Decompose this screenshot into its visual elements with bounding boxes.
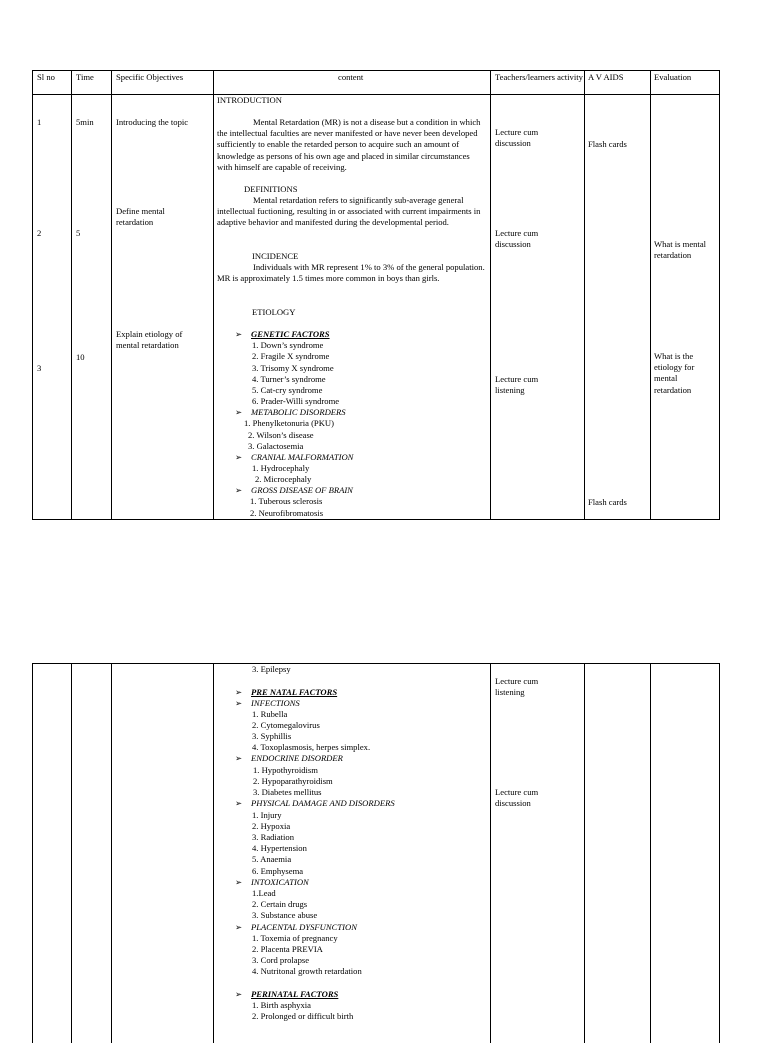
intoxication-item: 3. Substance abuse: [252, 910, 318, 920]
gross-item: 1. Tuberous sclerosis: [250, 496, 323, 506]
arrow-bullet-icon: ➢: [235, 698, 243, 708]
intoxication-item: 1.Lead: [252, 888, 276, 898]
activity-prenatal: Lecture cum listening: [495, 676, 539, 698]
infections-label: INFECTIONS: [251, 698, 300, 708]
intoxication-heading: [235, 877, 309, 888]
genetic-item: 1. Down’s syndrome: [252, 340, 324, 350]
activity-row-1: Lecture cum discussion: [495, 127, 539, 149]
definitions-text: Mental retardation refers to significantly sub-average general intellectual fuctioning, resulting in or associated with current impairments in adaptive behavior and manifested during the developmental period.: [217, 195, 481, 228]
metabolic-disorders-heading: [235, 407, 346, 418]
physical-damage-label: PHYSICAL DAMAGE AND DISORDERS: [251, 798, 395, 808]
endocrine-heading: [235, 753, 343, 764]
arrow-bullet-icon: ➢: [235, 329, 243, 339]
gross-disease-heading: [235, 485, 353, 496]
header-objectives: Specific Objectives: [116, 72, 184, 82]
endocrine-item: 3. Diabetes mellitus: [253, 787, 322, 797]
genetic-item: 3. Trisomy X syndrome: [252, 363, 334, 373]
row-2-objective: Define mental retardation: [116, 206, 165, 228]
infection-item: 1. Rubella: [252, 709, 288, 719]
placental-item: 2. Placenta PREVIA: [252, 944, 323, 954]
infection-item: 4. Toxoplasmosis, herpes simplex.: [252, 742, 371, 752]
arrow-bullet-icon: ➢: [235, 989, 243, 999]
endocrine-item: 2. Hypoparathyroidism: [253, 776, 333, 786]
genetic-factors-heading: [235, 329, 330, 340]
metabolic-item: 1. Phenylketonuria (PKU): [244, 418, 334, 428]
endocrine-item: 1. Hypothyroidism: [253, 765, 318, 775]
prenatal-factors-label: PRE NATAL FACTORS: [251, 687, 338, 697]
cranial-item: 2. Microcephaly: [255, 474, 312, 484]
perinatal-factors-heading: [235, 989, 338, 1000]
activity-row-3: Lecture cum listening: [495, 374, 539, 396]
infection-item: 3. Syphillis: [252, 731, 292, 741]
perinatal-item: 1. Birth asphyxia: [252, 1000, 311, 1010]
gross-item: 2. Neurofibromatosis: [250, 508, 324, 518]
physical-item: 3. Radiation: [252, 832, 295, 842]
row-3-objective: Explain etiology of mental retardation: [116, 329, 183, 351]
metabolic-disorders-label: METABOLIC DISORDERS: [251, 407, 346, 417]
header-time: Time: [76, 72, 94, 82]
arrow-bullet-icon: ➢: [235, 753, 243, 763]
incidence-heading: INCIDENCE: [252, 251, 299, 261]
definitions-heading: DEFINITIONS: [244, 184, 298, 194]
placental-item: 1. Toxemia of pregnancy: [252, 933, 338, 943]
evaluation-row-3: What is the etiology for mental retardation: [654, 351, 695, 395]
row-3-time: 10: [76, 352, 85, 362]
infections-heading: [235, 698, 300, 709]
lesson-plan-table-page-1: [32, 70, 720, 520]
placental-dysfunction-label: PLACENTAL DYSFUNCTION: [251, 922, 357, 932]
arrow-bullet-icon: ➢: [235, 922, 243, 932]
placental-item: 3. Cord prolapse: [252, 955, 310, 965]
physical-damage-heading: [235, 798, 395, 809]
cranial-malformation-heading: [235, 452, 353, 463]
placental-dysfunction-heading: [235, 922, 357, 933]
arrow-bullet-icon: ➢: [235, 798, 243, 808]
prenatal-factors-heading: [235, 687, 337, 698]
intoxication-label: INTOXICATION: [251, 877, 309, 887]
intro-heading: INTRODUCTION: [217, 95, 282, 105]
header-activity: Teachers/learners activity: [495, 72, 583, 82]
intro-text: Mental Retardation (MR) is not a disease but a condition in which the intellectual faculties are never manifested or have never been developed sufficiently to enable the retarded person to acquire such an amount of knowledge as persons of his own age and placed in similar circumstances with himself are capable of receiving.: [217, 117, 481, 172]
physical-item: 6. Emphysema: [252, 866, 304, 876]
lesson-plan-table-page-2: [32, 663, 720, 1043]
header-evaluation: Evaluation: [654, 72, 692, 82]
epilepsy-item: 3. Epilepsy: [252, 664, 291, 674]
physical-item: 2. Hypoxia: [252, 821, 291, 831]
header-aids: A V AIDS: [588, 72, 624, 82]
metabolic-item: 2. Wilson’s disease: [248, 430, 314, 440]
arrow-bullet-icon: ➢: [235, 452, 243, 462]
header-slno: Sl no: [37, 72, 55, 82]
row-1-slno: 1: [37, 117, 42, 127]
perinatal-factors-label: PERINATAL FACTORS: [251, 989, 339, 999]
row-1-objective: Introducing the topic: [116, 117, 189, 127]
activity-physical: Lecture cum discussion: [495, 787, 539, 809]
genetic-item: 6. Prader-Willi syndrome: [252, 396, 340, 406]
arrow-bullet-icon: ➢: [235, 877, 243, 887]
intoxication-item: 2. Certain drugs: [252, 899, 308, 909]
incidence-text: Individuals with MR represent 1% to 3% of the general population. MR is approximately 1.5 times more common in boys than girls.: [217, 262, 485, 284]
genetic-item: 2. Fragile X syndrome: [252, 351, 330, 361]
cranial-malformation-label: CRANIAL MALFORMATION: [251, 452, 354, 462]
genetic-factors-label: GENETIC FACTORS: [251, 329, 330, 339]
row-2-slno: 2: [37, 228, 42, 238]
arrow-bullet-icon: ➢: [235, 407, 243, 417]
physical-item: 1. Injury: [252, 810, 282, 820]
row-3-slno: 3: [37, 363, 42, 373]
row-2-time: 5: [76, 228, 81, 238]
gross-disease-label: GROSS DISEASE OF BRAIN: [251, 485, 353, 495]
aids-row-3: Flash cards: [588, 497, 627, 507]
activity-row-2: Lecture cum discussion: [495, 228, 539, 250]
metabolic-item: 3. Galactosemia: [248, 441, 304, 451]
etiology-heading: ETIOLOGY: [252, 307, 296, 317]
aids-row-1: Flash cards: [588, 139, 627, 149]
placental-item: 4. Nutritonal growth retardation: [252, 966, 362, 976]
physical-item: 5. Anaemia: [252, 854, 292, 864]
perinatal-item: 2. Prolonged or difficult birth: [252, 1011, 354, 1021]
row-1-time: 5min: [76, 117, 94, 127]
infection-item: 2. Cytomegalovirus: [252, 720, 320, 730]
arrow-bullet-icon: ➢: [235, 485, 243, 495]
arrow-bullet-icon: ➢: [235, 687, 243, 697]
genetic-item: 5. Cat-cry syndrome: [252, 385, 323, 395]
endocrine-label: ENDOCRINE DISORDER: [251, 753, 343, 763]
cranial-item: 1. Hydrocephaly: [252, 463, 310, 473]
genetic-item: 4. Turner’s syndrome: [252, 374, 326, 384]
header-content: content: [338, 72, 364, 82]
evaluation-row-2: What is mental retardation: [654, 239, 707, 261]
physical-item: 4. Hypertension: [252, 843, 307, 853]
